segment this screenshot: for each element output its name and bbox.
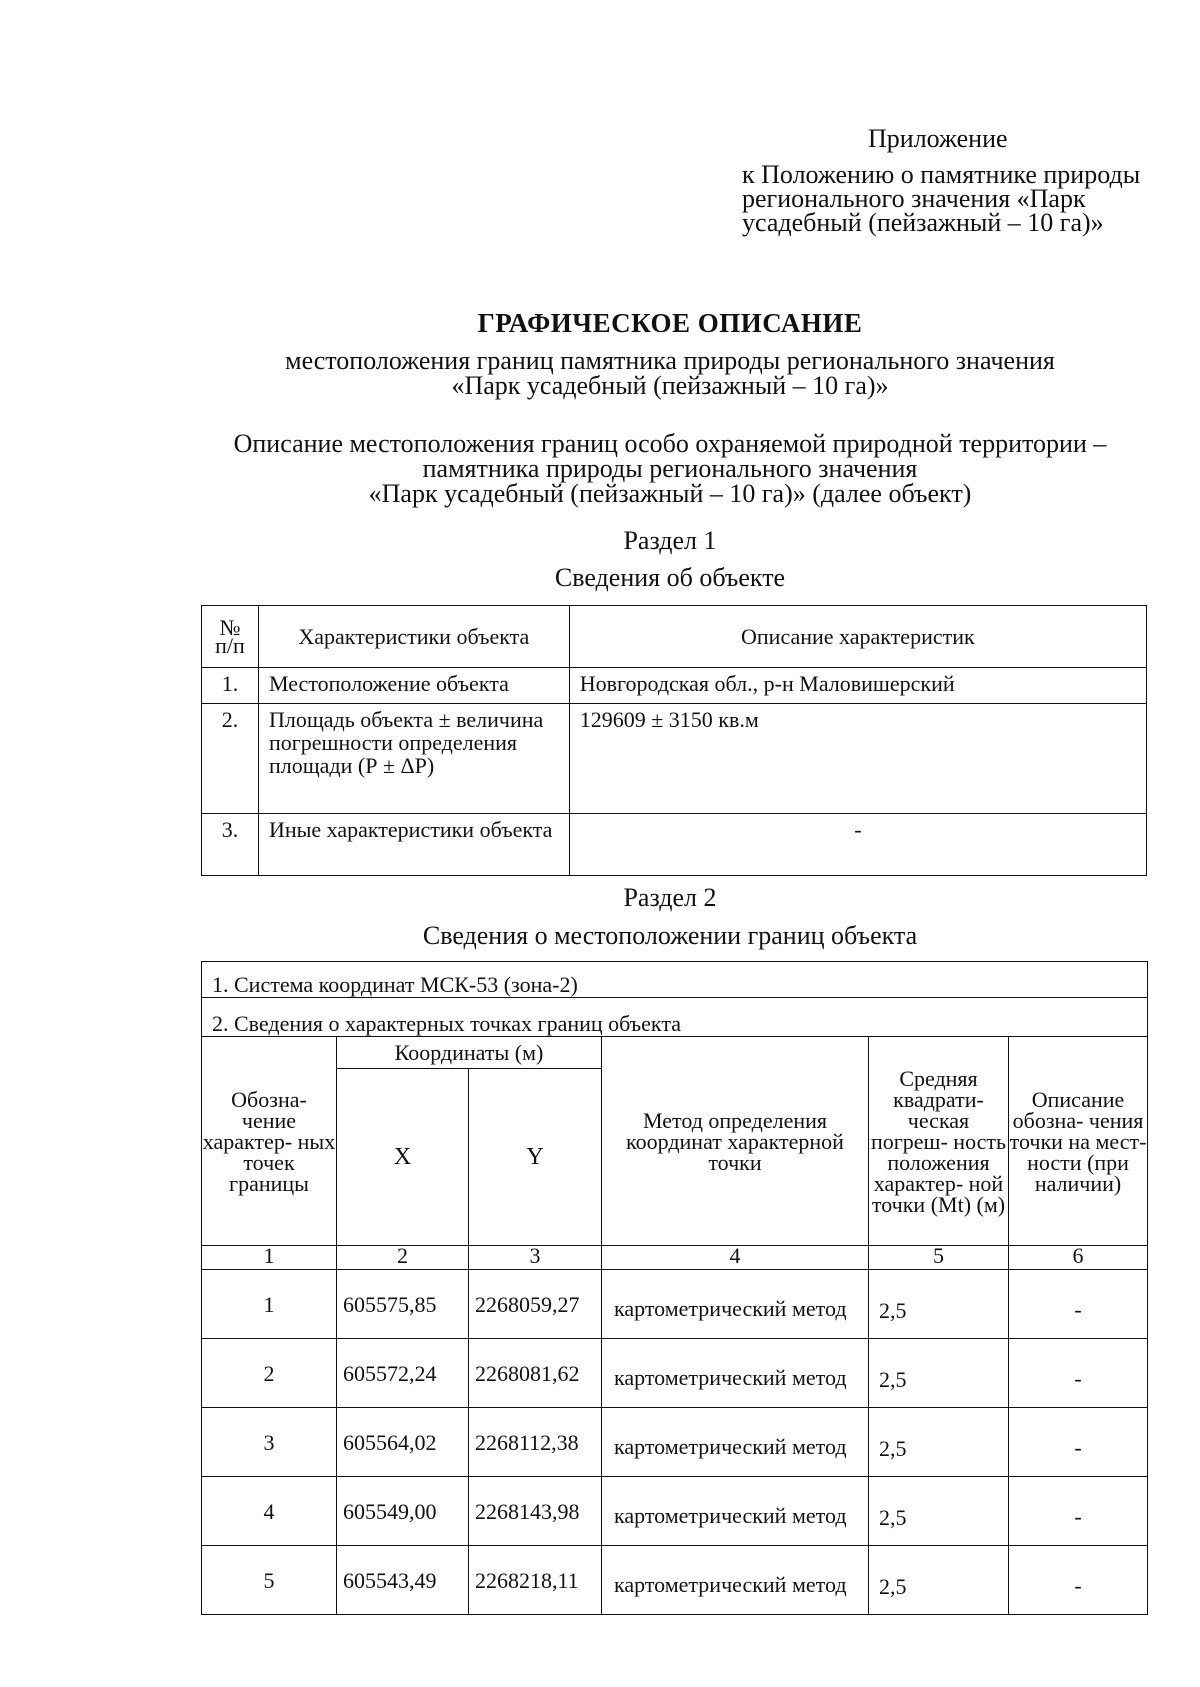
table-row [202,1408,1148,1477]
appendix-title: Приложение [868,124,1008,153]
description-line: Описание местоположения границ особо охраняемой природной территории – [233,429,1107,458]
point-x: 605575,85 [337,1270,469,1339]
column-index: 6 [1009,1246,1148,1270]
point-x: 605549,00 [337,1477,469,1546]
appendix-line: к Положению о памятнике природы [742,160,1141,189]
point-location-desc: - [1009,1546,1148,1615]
row-characteristic: Местоположение объекта [258,668,569,704]
document-title: ГРАФИЧЕСКОЕ ОПИСАНИЕ [477,308,863,338]
point-x: 605543,49 [337,1546,469,1615]
row-characteristic: Площадь объекта ± величина погрешности определения площади (Р ± ΔР) [258,704,569,814]
boundary-points-table [201,961,1148,1615]
col-y-header: Y [469,1069,602,1246]
point-location-desc: - [1009,1408,1148,1477]
description-line: «Парк усадебный (пейзажный – 10 га)» (далее объект) [368,479,972,508]
col-x-header: X [337,1069,469,1246]
point-location-desc: - [1009,1477,1148,1546]
section2-label: Раздел 2 [623,883,717,912]
col-num-header: № п/п [202,606,259,668]
section1-label: Раздел 1 [623,526,717,555]
point-number: 4 [202,1477,337,1546]
points-header-row [202,998,1148,1037]
point-y: 2268112,38 [469,1408,602,1477]
column-index: 2 [337,1246,469,1270]
row-description: Новгородская обл., р-н Маловишерский [569,668,1146,704]
table-header-row [202,1037,1148,1069]
coord-system: 1. Система координат МСК-53 (зона-2) [202,962,1148,998]
point-method: картометрический метод [602,1270,869,1339]
point-y: 2268218,11 [469,1546,602,1615]
column-index: 3 [469,1246,602,1270]
table-row [202,1546,1148,1615]
row-number: 1. [202,668,259,704]
table-row [202,704,1147,814]
point-y: 2268143,98 [469,1477,602,1546]
table-row [202,1339,1148,1408]
row-number: 3. [202,814,259,876]
point-error: 2,5 [869,1408,1009,1477]
point-y: 2268059,27 [469,1270,602,1339]
col-designation-header: Обозна- чение характер- ных точек границы [202,1037,337,1246]
point-error: 2,5 [869,1339,1009,1408]
row-description: 129609 ± 3150 кв.м [569,704,1146,814]
point-error: 2,5 [869,1546,1009,1615]
point-method: картометрический метод [602,1339,869,1408]
table-row [202,668,1147,704]
point-error: 2,5 [869,1270,1009,1339]
column-index: 4 [602,1246,869,1270]
table-header-row [202,606,1147,668]
subtitle-line: «Парк усадебный (пейзажный – 10 га)» [451,371,889,400]
description-line: памятника природы регионального значения [422,454,918,483]
table-row [202,814,1147,876]
point-number: 2 [202,1339,337,1408]
point-method: картометрический метод [602,1546,869,1615]
section2-title: Сведения о местоположении границ объекта [422,921,918,950]
column-index-row [202,1246,1148,1270]
document-subtitle [0,348,1200,398]
appendix-reference [742,160,1141,237]
col-error-header: Средняя квадрати- ческая погреш- ность положения характер- ной точки (Mt) (м) [869,1037,1009,1246]
appendix-line: регионального значения «Парк [742,184,1086,213]
col-description-header: Описание характеристик [569,606,1146,668]
point-method: картометрический метод [602,1477,869,1546]
subtitle-line: местоположения границ памятника природы регионального значения [285,346,1055,375]
row-description: - [569,814,1146,876]
point-location-desc: - [1009,1339,1148,1408]
col-location-desc-header: Описание обозна- чения точки на мест- ности (при наличии) [1009,1037,1148,1246]
section1-title: Сведения об объекте [554,563,786,592]
row-characteristic: Иные характеристики объекта [258,814,569,876]
column-index: 5 [869,1246,1009,1270]
column-index: 1 [202,1246,337,1270]
col-method-header: Метод определения координат характерной точки [602,1037,869,1246]
table-row [202,1270,1148,1339]
point-method: картометрический метод [602,1408,869,1477]
table-row [202,1477,1148,1546]
point-error: 2,5 [869,1477,1009,1546]
point-x: 605572,24 [337,1339,469,1408]
row-number: 2. [202,704,259,814]
point-x: 605564,02 [337,1408,469,1477]
point-number: 1 [202,1270,337,1339]
point-number: 3 [202,1408,337,1477]
point-number: 5 [202,1546,337,1615]
point-y: 2268081,62 [469,1339,602,1408]
points-header: 2. Сведения о характерных точках границ объекта [202,998,1148,1037]
object-description [0,431,1200,506]
appendix-line: усадебный (пейзажный – 10 га)» [742,208,1104,237]
coord-system-row [202,962,1148,998]
col-coordinates-header: Координаты (м) [337,1037,602,1069]
point-location-desc: - [1009,1270,1148,1339]
object-info-table [201,605,1147,876]
col-characteristic-header: Характеристики объекта [258,606,569,668]
